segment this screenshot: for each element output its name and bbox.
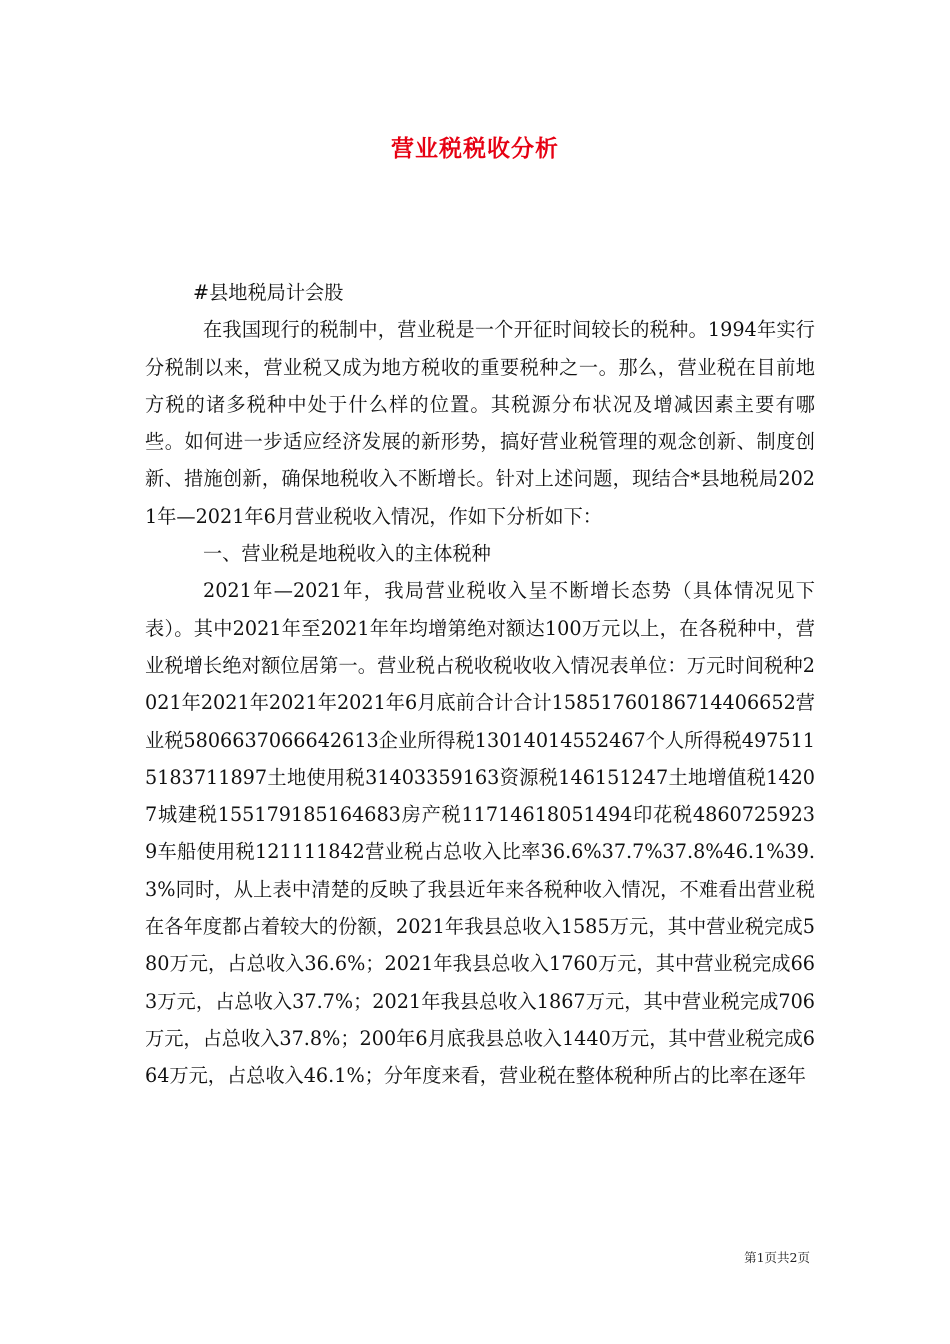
document-body — [145, 274, 815, 1095]
section-heading: 一、营业税是地税收入的主体税种 — [203, 542, 491, 566]
page-number: 第1页共2页 — [744, 1250, 810, 1265]
paragraph-analysis: 2021年—2021年，我局营业税收入呈不断增长态势（具体情况见下表）。其中2021年至2021年年均增第绝对额达100万元以上，在各税种中，营业税增长绝对额位居第一。营业税占税收税收收入情况表单位：万元时间税种2021年2021年2021年2021年6月底前合计合计15851760186714406652营业税5806637066642613企业所得税13014014552467个人所得税4975115183711897土地使用税31403359163资源税146151247土地增值税14207城建税155179185164683房产税11714618051494印花税48607259239车船使用税121111842营业税占总收入比率36.6%37.7%37.8%46.1%39.3%同时，从上表中清楚的反映了我县近年来各税种收入情况，不难看出营业税在各年度都占着较大的份额，2021年我县总收入1585万元，其中营业税完成580万元，占总收入36.6%；2021年我县总收入1760万元，其中营业税完成663万元，占总收入37.7%；2021年我县总收入1867万元，其中营业税完成706万元，占总收入37.8%；200年6月底我县总收入1440万元，其中营业税完成664万元，占总收入46.1%；分年度来看，营业税在整体税种所占的比率在逐年 — [145, 579, 815, 1088]
paragraph-intro: 在我国现行的税制中，营业税是一个开征时间较长的税种。1994年实行分税制以来，营业税又成为地方税收的重要税种之一。那么，营业税在目前地方税的诸多税种中处于什么样的位置。其税源分布状况及增减因素主要有哪些。如何进一步适应经济发展的新形势，搞好营业税管理的观念创新、制度创新、措施创新，确保地税收入不断增长。针对上述问题，现结合*县地税局2021年—2021年6月营业税收入情况，作如下分析如下： — [145, 318, 815, 528]
document-title: 营业税税收分析 — [391, 135, 559, 162]
author-line: #县地税局计会股 — [193, 281, 344, 304]
